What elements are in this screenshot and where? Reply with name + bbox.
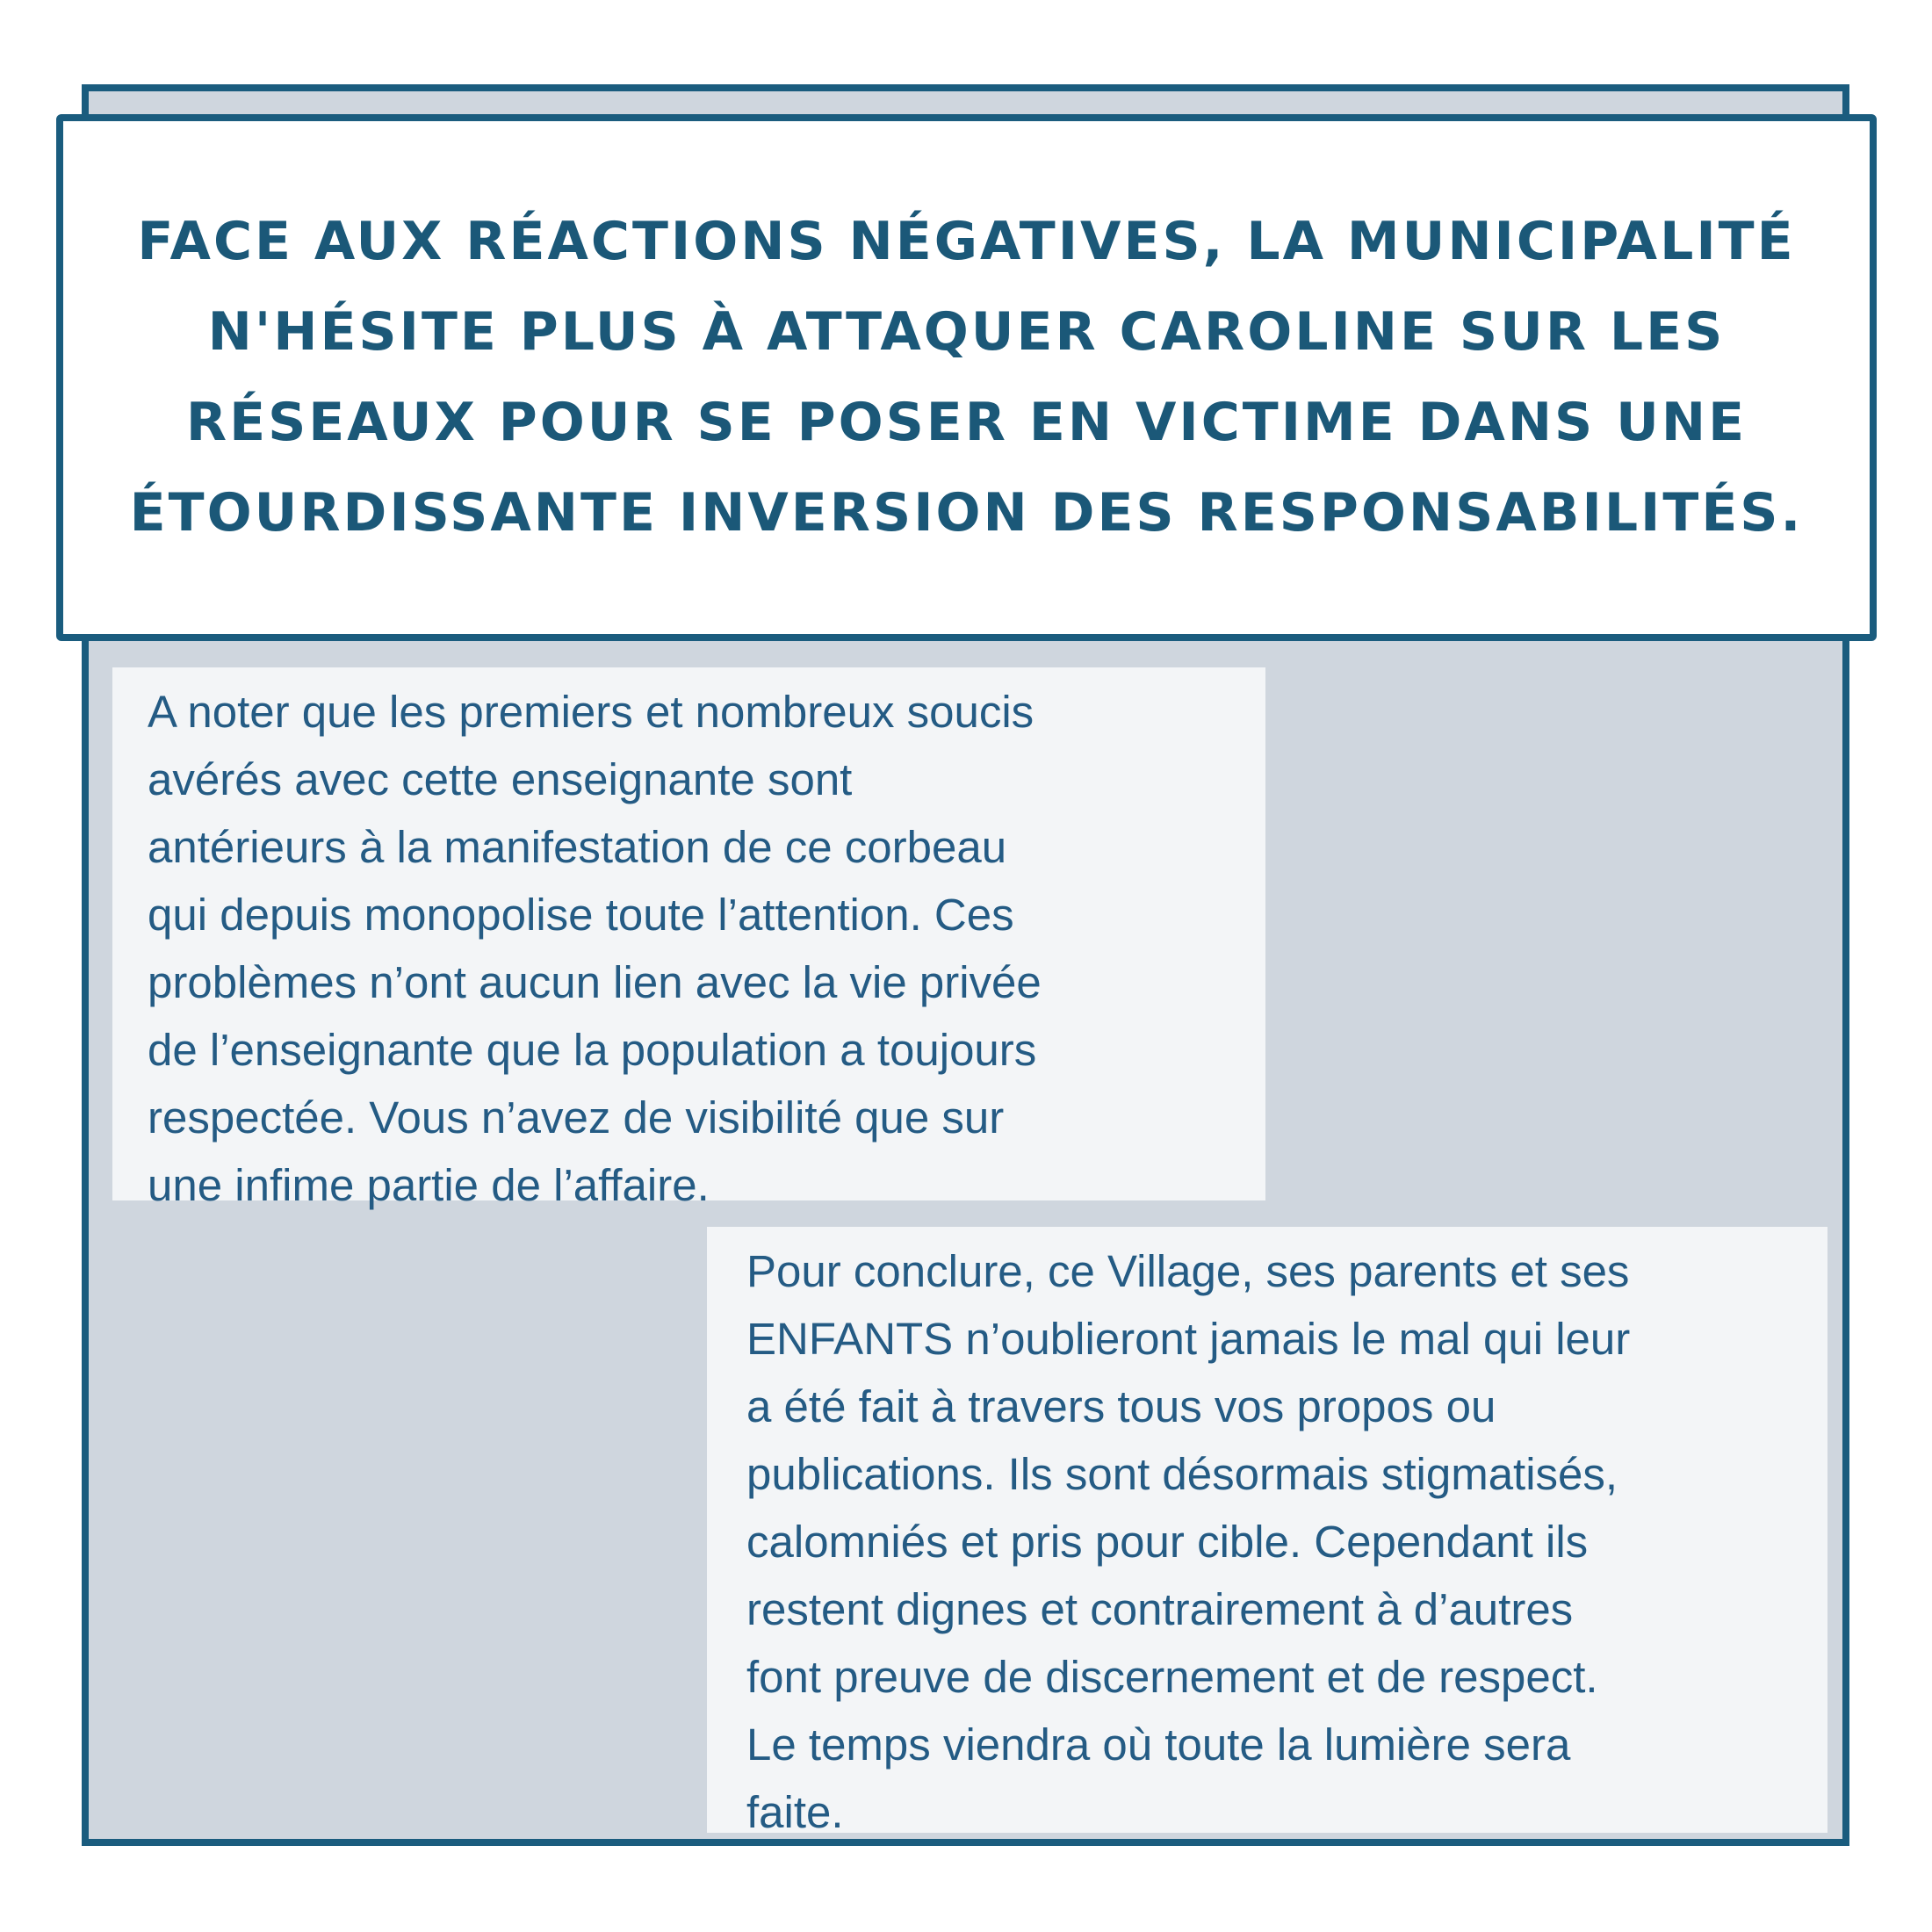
note-conclusion-text: Pour conclure, ce Village, ses parents et ses ENFANTS n’oublieront jamais le mal qui leur a été fait à travers tous vos propos ou publications. Ils sont désormais stigmatisés, calomniés et pris pour cible. Cependant ils restent dignes et contrairement à d’autres font preuve de discernement et de respect. Le temps viendra où toute la lumière sera faite. xyxy=(746,1246,1631,1837)
text-note-conclusion xyxy=(707,1227,1827,1837)
caption-text: FACE AUX RÉACTIONS NÉGATIVES, LA MUNICIPALITÉ N'HÉSITE PLUS À ATTAQUER CAROLINE SUR LES RÉSEAUX POUR SE POSER EN VICTIME DANS UNE ÉTOURDISSANTE INVERSION DES RESPONSABILITÉS. xyxy=(129,211,1804,544)
caption-box xyxy=(56,114,1877,641)
note-first-text: A noter que les premiers et nombreux soucis avérés avec cette enseignante sont antérieurs à la manifestation de ce corbeau qui depuis monopolise toute l’attention. Ces problèmes n’ont aucun lien avec la vie privée de l’enseignante que la population a toujours respectée. Vous n’avez de visibilité que sur une infime partie de l’affaire. xyxy=(148,687,1042,1210)
text-note-first xyxy=(112,667,1265,1210)
